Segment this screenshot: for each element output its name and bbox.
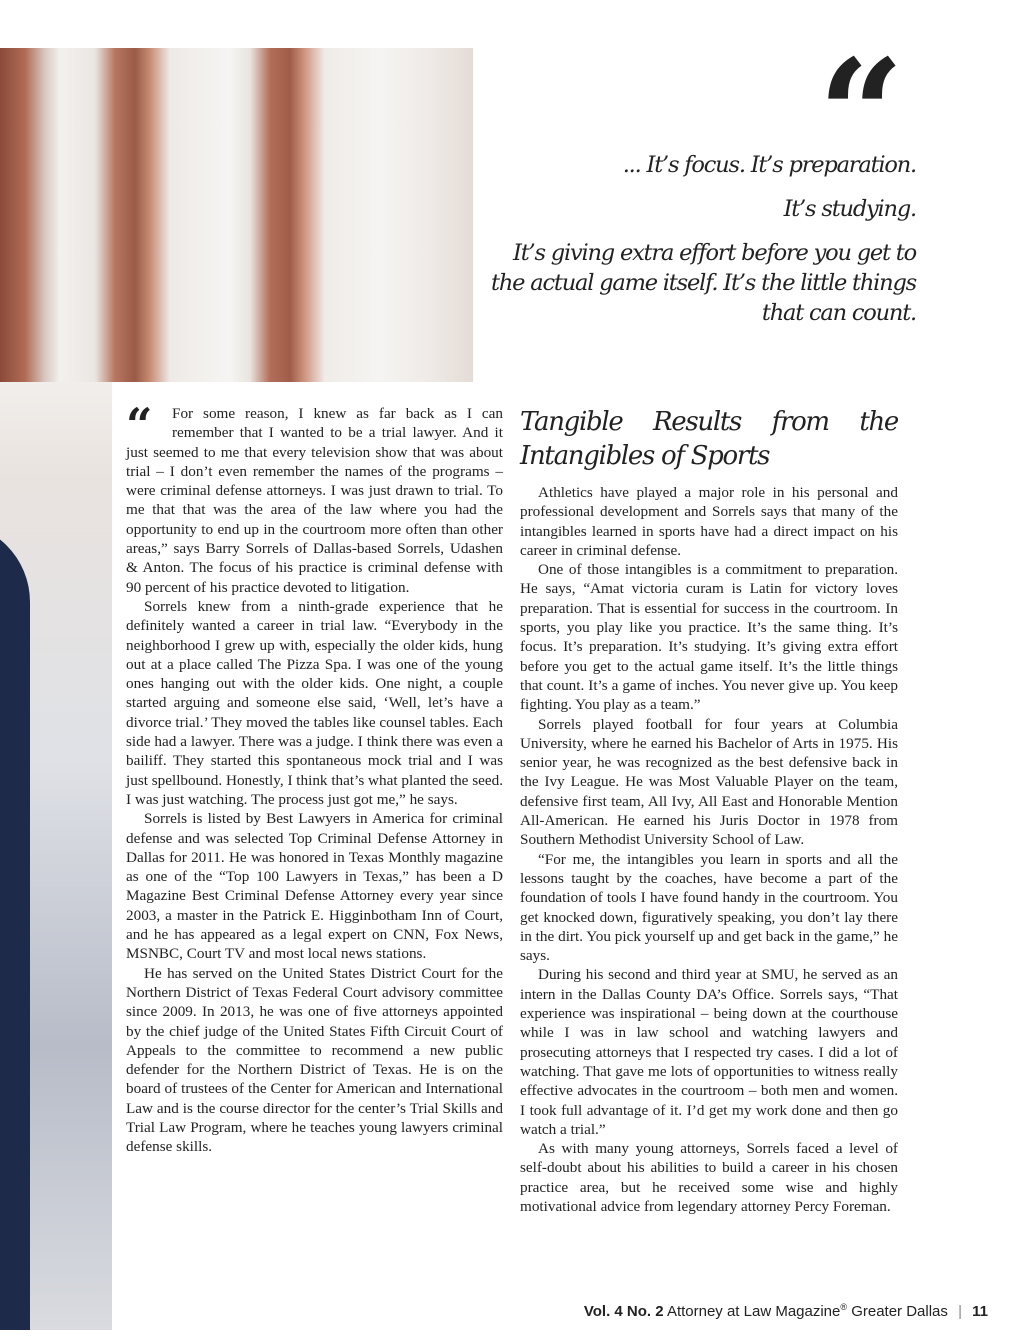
suit-shoulder	[0, 522, 30, 1330]
paragraph: Sorrels knew from a ninth-grade experience that he definitely wanted a career in trial law. “Everybody in the neighborhood I grew up with, especially the older kids, hung out at a place called The Pizza Spa. I was one of the young ones hanging out with the older kids. One night, a couple started arguing and someone else said, ‘Well, let’s have a divorce trial.’ They moved the tables like counsel tables. Each side had a lawyer. There was a judge. I think there was even a bailiff. They started this spontaneous mock trial and I was just spellbound. Honestly, I think that’s what planted the seed. I was just watching. The process just got me,” he says.	[126, 597, 503, 808]
footer-separator: |	[958, 1303, 962, 1320]
drop-quote-icon: “	[126, 398, 153, 452]
quote-mark-icon: “	[818, 27, 893, 203]
footer-volume: Vol. 4 No. 2	[583, 1303, 664, 1320]
hero-photo	[0, 48, 473, 382]
left-column	[126, 398, 503, 1157]
footer-edition: Greater Dallas	[851, 1303, 948, 1320]
paragraph: He has served on the United States District Court for the Northern District of Texas Federal Court advisory committee since 2009. In 2013, he was one of five attorneys appointed by the chief judge of the United States Fifth Circuit Court of Appeals to the committee to recommend a new public defender for the Northern District of Texas. He is on the board of trustees of the Center for American and International Law and is the course director for the center’s Trial Skills and Trial Law Program, where he teaches young lawyers criminal defense skills.	[126, 964, 503, 1156]
paragraph: Sorrels is listed by Best Lawyers in America for criminal defense and was selected Top Criminal Defense Attorney in Dallas for 2011. He was honored in Texas Monthly magazine as one of the “Top 100 Lawyers in Texas,” has been a D Magazine Best Criminal Defense Attorney every year since 2003, a master in the Patrick E. Higginbotham Inn of Court, and he has appeared as a legal expert on CNN, Fox News, MSNBC, Court TV and most local news stations.	[126, 810, 503, 963]
section-heading: Tangible Results from the Intangibles of Sports	[520, 407, 898, 471]
hero-photo-lower	[0, 382, 112, 1330]
paragraph: During his second and third year at SMU, he served as an intern in the Dallas County DA’s Office. Sorrels says, “That experience was inspirational – being down at the courthouse while I was in law school and watching lawyers and prosecuting attorneys that I respected try cases. I did a lot of watching. That gave me lots of opportunities to witness really effective advocates in the courtroom – both men and women. I took full advantage of it. I’d get my work done and then go watch a trial.”	[520, 966, 898, 1138]
pull-quote-line: It’s giving extra effort before you get to the actual game itself. It’s the little things that can count.	[491, 240, 916, 326]
paragraph: Athletics have played a major role in his personal and professional development and Sorrels says that many of the intangibles learned in sports have had a direct impact on his career in criminal defense.	[520, 484, 898, 559]
pull-quote	[476, 150, 916, 342]
pull-quote-line: It’s studying.	[783, 196, 916, 222]
right-column	[520, 405, 898, 1216]
page-number: 11	[972, 1303, 988, 1320]
paragraph: For some reason, I knew as far back as I can remember that I wanted to be a trial lawyer. And it just seemed to me that every television show that was about trial – I don’t even remember the names of the programs – were criminal defense attorneys. I was just drawn to trial. To me that that was the area of the law where you had the opportunity to end up in the courtroom more often than other areas,” says Barry Sorrels of Dallas-based Sorrels, Udashen & Anton. The focus of his practice is criminal defense with 90 percent of his practice devoted to litigation.	[126, 405, 503, 596]
footer-magazine: Attorney at Law Magazine	[666, 1303, 841, 1320]
paragraph: “For me, the intangibles you learn in sports and all the lessons taught by the coaches, have become a part of the foundation of tools I have found handy in the courtroom. You get knocked down, figuratively speaking, you don’t lay there in the dirt. You pick yourself up and get back in the game,” he says.	[520, 850, 898, 965]
paragraph: Sorrels played football for four years at Columbia University, where he earned his Bachelor of Arts in 1975. His senior year, he was recognized as the best defensive back in the Ivy League. He was Most Valuable Player on the team, defensive first team, All Ivy, All East and Honorable Mention All-American. He earned his Juris Doctor in 1978 from Southern Methodist University School of Law.	[520, 715, 898, 849]
paragraph: One of those intangibles is a commitment to preparation. He says, “Amat victoria curam is Latin for victory loves preparation. That is essential for success in the courtroom. In sports, you play like you practice. It’s the same thing. It’s focus. It’s preparation. It’s studying. It’s giving extra effort before you get to the actual game itself. It’s the little things that count. It’s a game of inches. You never give up. You keep fighting. You play as a team.”	[520, 561, 898, 714]
pull-quote-line: ... It’s focus. It’s preparation.	[622, 152, 916, 178]
footer-registered: ®	[840, 1302, 848, 1312]
paragraph: As with many young attorneys, Sorrels faced a level of self-doubt about his abilities to build a career in his chosen practice area, but he received some wise and highly motivational advice from legendary attorney Percy Foreman.	[520, 1140, 898, 1215]
page-footer	[584, 1302, 988, 1320]
